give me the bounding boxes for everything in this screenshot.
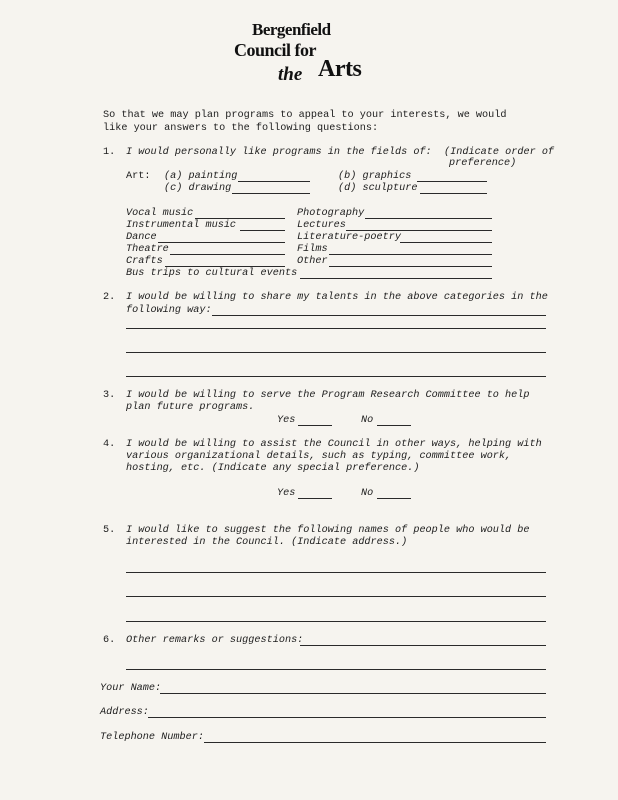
films-blank[interactable] — [329, 254, 492, 255]
drawing-blank[interactable] — [232, 193, 310, 194]
field-dance: Dance — [126, 232, 157, 243]
other-blank[interactable] — [329, 266, 492, 267]
intro-line-2: like your answers to the following questions: — [103, 123, 379, 134]
q1-art-graphics: (b) graphics — [338, 171, 412, 182]
q5-number: 5. — [103, 525, 116, 536]
q2-answer-line-4[interactable] — [126, 376, 546, 377]
logo-line-4: Arts — [318, 56, 362, 82]
q6-text: Other remarks or suggestions: — [126, 635, 304, 646]
q6-number: 6. — [103, 635, 116, 646]
q2-answer-line-3[interactable] — [126, 352, 546, 353]
field-other: Other — [297, 256, 328, 267]
q1-art-drawing: (c) drawing — [164, 183, 232, 194]
q3-yes-blank[interactable] — [298, 425, 332, 426]
q6-answer-line-2[interactable] — [126, 669, 546, 670]
q1-art-painting: (a) painting — [164, 171, 238, 182]
q1-note-1: (Indicate order of — [444, 147, 555, 158]
logo-line-1: Bergenfield — [252, 20, 331, 39]
graphics-blank[interactable] — [417, 181, 487, 182]
q4-line-3: hosting, etc. (Indicate any special preference.) — [126, 463, 420, 474]
address-field[interactable] — [148, 717, 546, 718]
q5-answer-line-2[interactable] — [126, 596, 546, 597]
q1-note-2: preference) — [449, 158, 517, 169]
q4-line-2: various organizational details, such as typing, committee work, — [126, 451, 512, 462]
field-crafts: Crafts — [126, 256, 163, 267]
q2-line-1: I would be willing to share my talents in the above categories in the — [126, 292, 548, 303]
telephone-field[interactable] — [204, 742, 546, 743]
q3-yes-label: Yes — [277, 415, 296, 426]
photography-blank[interactable] — [365, 218, 492, 219]
q1-art-sculpture: (d) sculpture — [338, 183, 418, 194]
sculpture-blank[interactable] — [420, 193, 487, 194]
field-theatre: Theatre — [126, 244, 169, 255]
q4-yes-label: Yes — [277, 488, 296, 499]
your-name-label: Your Name: — [100, 683, 162, 694]
q4-number: 4. — [103, 439, 116, 450]
painting-blank[interactable] — [238, 181, 310, 182]
field-photography: Photography — [297, 208, 365, 219]
field-bus-trips: Bus trips to cultural events — [126, 268, 298, 279]
q3-number: 3. — [103, 390, 116, 401]
intro-line-1: So that we may plan programs to appeal to your interests, we would — [103, 110, 507, 121]
q2-number: 2. — [103, 292, 116, 303]
q5-line-2: interested in the Council. (Indicate address.) — [126, 537, 408, 548]
telephone-label: Telephone Number: — [100, 732, 204, 743]
dance-blank[interactable] — [158, 242, 285, 243]
your-name-field[interactable] — [160, 693, 546, 694]
q3-no-blank[interactable] — [377, 425, 411, 426]
bus-trips-blank[interactable] — [300, 278, 492, 279]
q1-text: I would personally like programs in the fields of: — [126, 147, 432, 158]
q3-line-1: I would be willing to serve the Program Research Committee to help — [126, 390, 530, 401]
lectures-blank[interactable] — [346, 230, 492, 231]
q5-line-1: I would like to suggest the following names of people who would be — [126, 525, 530, 536]
field-instrumental-music: Instrumental music — [126, 220, 237, 231]
q5-answer-line-3[interactable] — [126, 621, 546, 622]
q4-no-label: No — [361, 488, 374, 499]
q2-line-2: following way: — [126, 305, 212, 316]
field-films: Films — [297, 244, 328, 255]
q3-no-label: No — [361, 415, 374, 426]
instrumental-music-blank[interactable] — [240, 230, 285, 231]
field-vocal-music: Vocal music — [126, 208, 194, 219]
q3-line-2: plan future programs. — [126, 402, 255, 413]
q5-answer-line-1[interactable] — [126, 572, 546, 573]
organization-logo — [230, 20, 390, 100]
q2-answer-line-2[interactable] — [126, 328, 546, 329]
crafts-blank[interactable] — [165, 266, 285, 267]
q4-yes-blank[interactable] — [298, 498, 332, 499]
logo-line-3: the — [278, 64, 303, 85]
logo-line-2: Council for — [234, 40, 316, 60]
q1-art-label: Art: — [126, 171, 151, 182]
q4-no-blank[interactable] — [377, 498, 411, 499]
address-label: Address: — [100, 707, 149, 718]
q6-answer-line-1[interactable] — [300, 645, 546, 646]
field-lectures: Lectures — [297, 220, 346, 231]
theatre-blank[interactable] — [170, 254, 285, 255]
q1-number: 1. — [103, 147, 116, 158]
q4-line-1: I would be willing to assist the Council in other ways, helping with — [126, 439, 542, 450]
field-literature-poetry: Literature-poetry — [297, 232, 401, 243]
literature-poetry-blank[interactable] — [400, 242, 492, 243]
vocal-music-blank[interactable] — [195, 218, 285, 219]
q2-answer-line-1[interactable] — [212, 315, 546, 316]
